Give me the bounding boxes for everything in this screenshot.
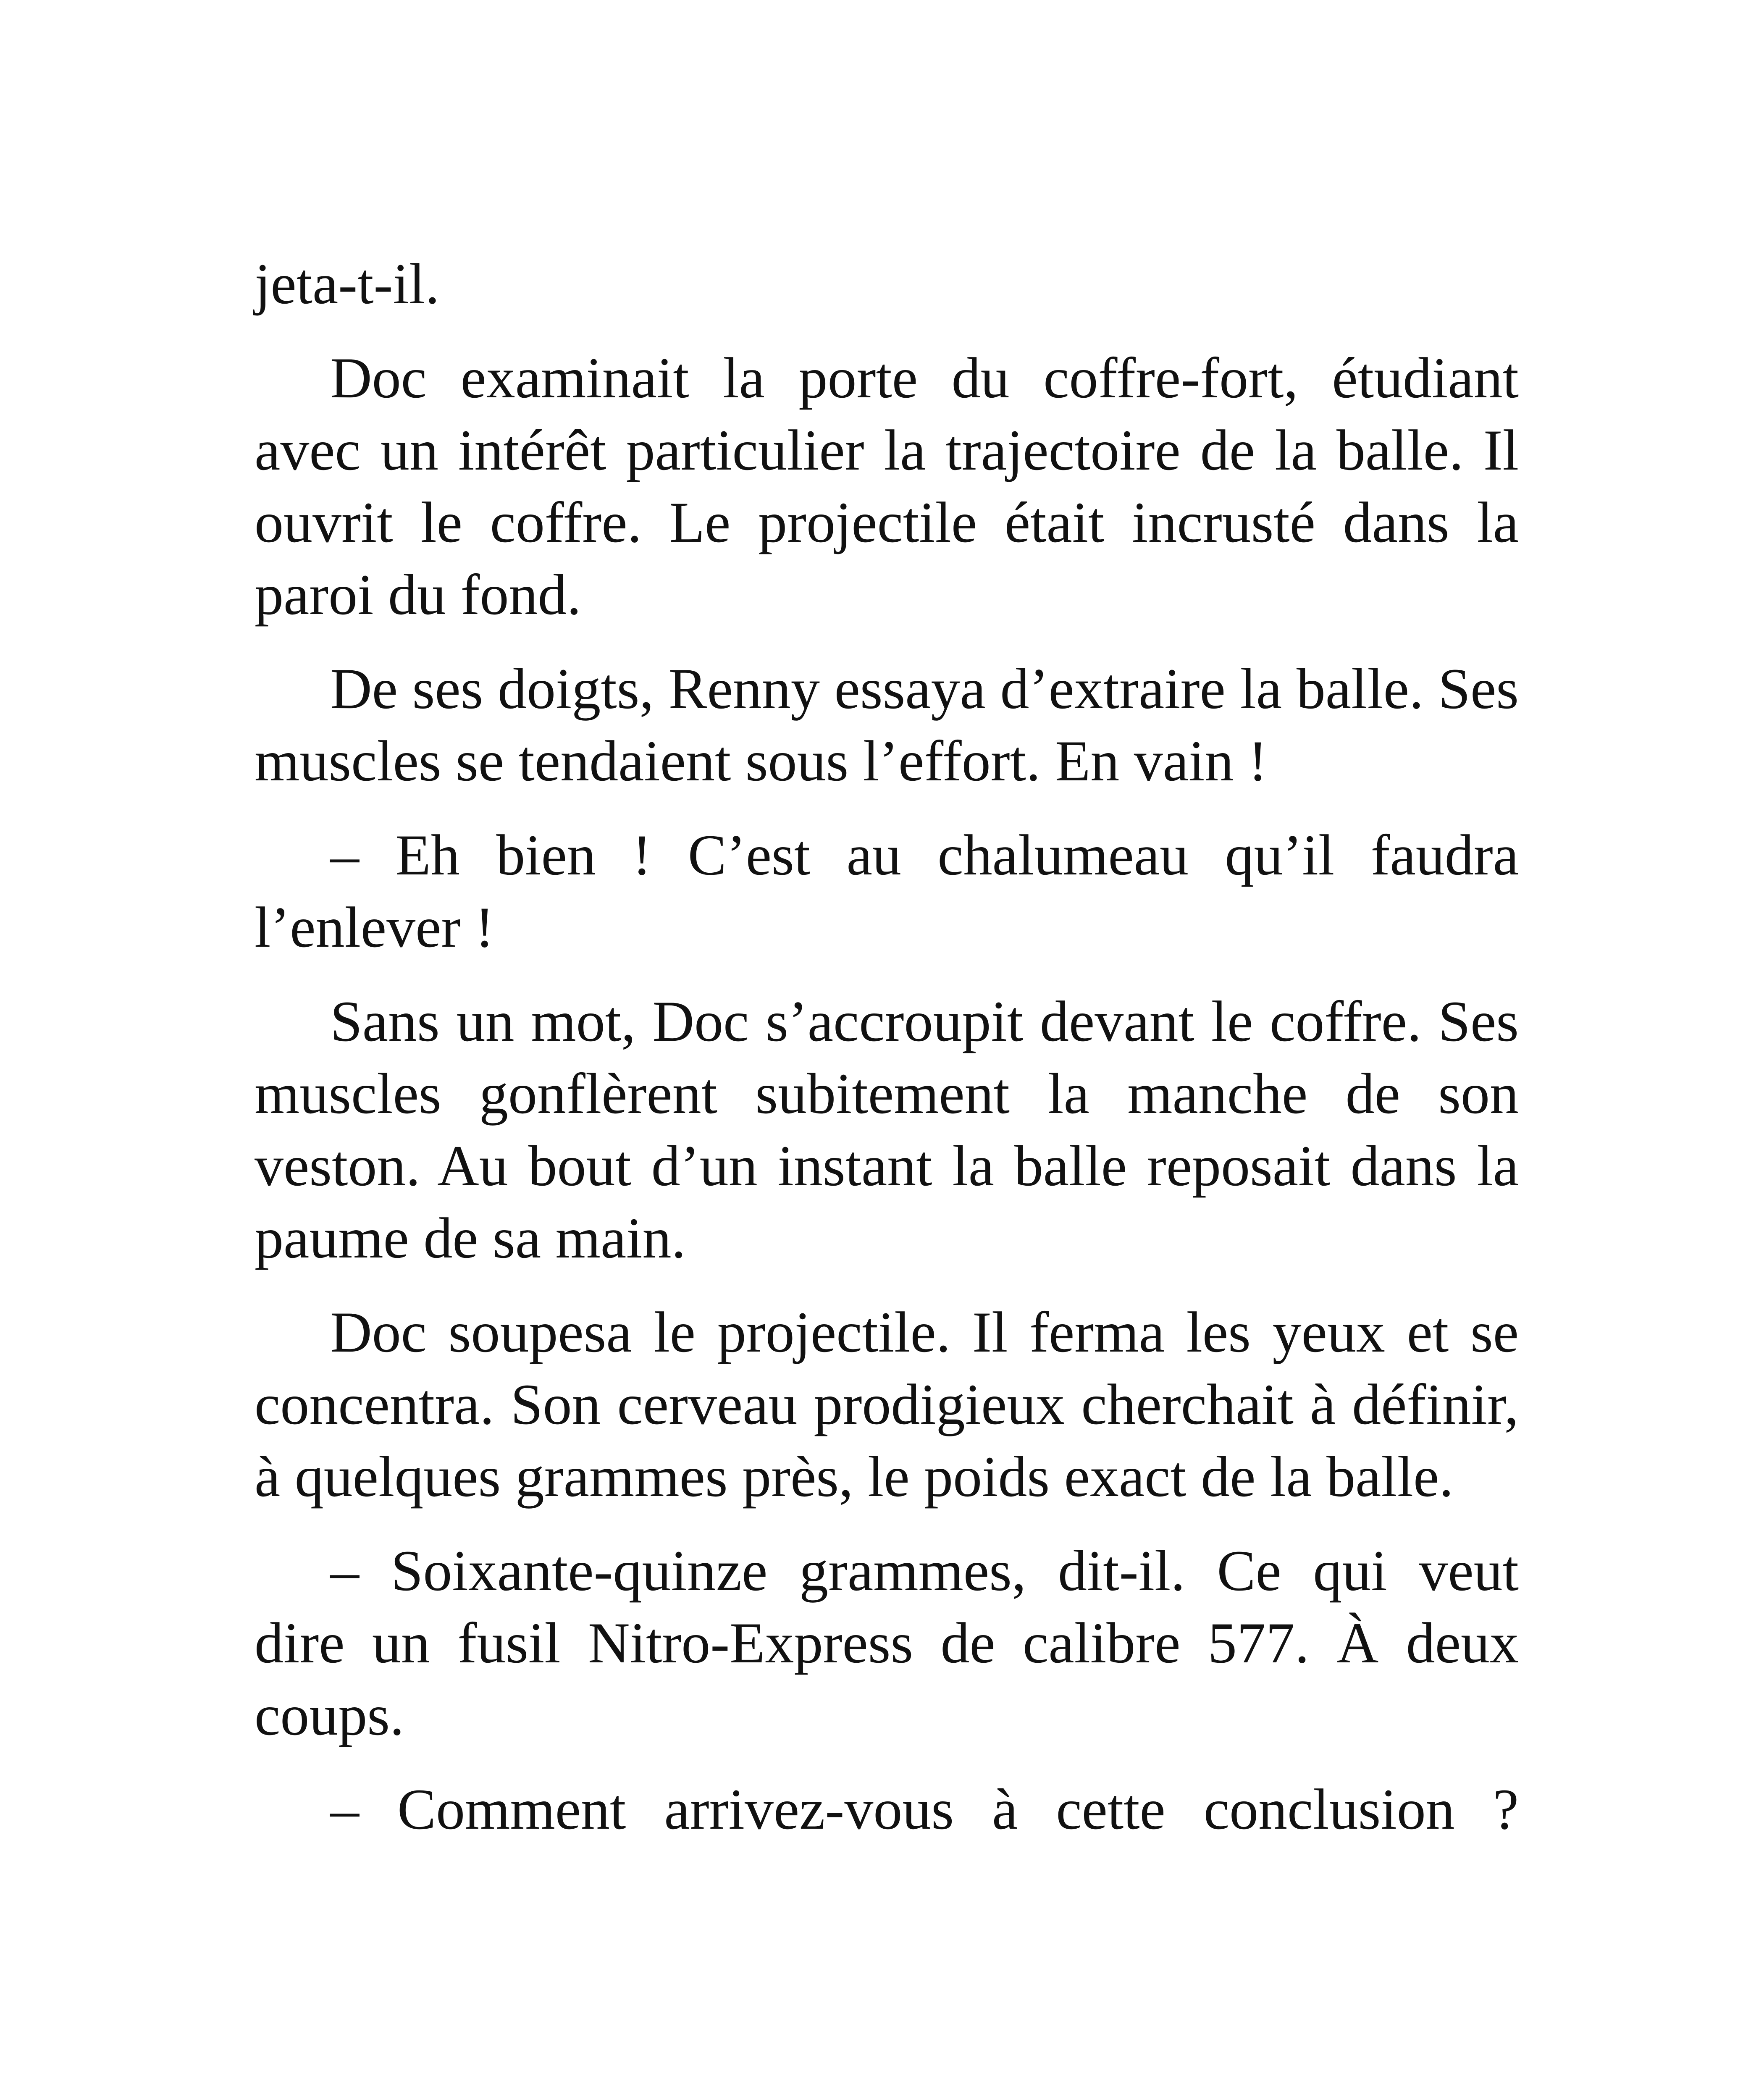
paragraph-2: Doc examinait la porte du coffre-fort, étudiant avec un intérêt particulier la trajectoire de la balle. Il ouvrit le coffre. Le projectile était incrusté dans la paroi du fond. (255, 346, 1519, 627)
paragraph-3: De ses doigts, Renny essaya d’extraire la balle. Ses muscles se tendaient sous l’effort. En vain ! (255, 656, 1519, 793)
paragraph-1: jeta-t-il. (255, 252, 440, 316)
paragraph-6: Doc soupesa le projectile. Il ferma les yeux et se concentra. Son cerveau prodigieux cherchait à définir, à quelques grammes près, le poids exact de la balle. (255, 1300, 1519, 1509)
paragraph-8: – Comment arrivez-vous à cette conclusion ? (330, 1777, 1519, 1841)
paragraph-7: – Soixante-quinze grammes, dit-il. Ce qui veut dire un fusil Nitro-Express de calibre 577. À deux coups. (255, 1538, 1519, 1747)
paragraph-4: – Eh bien ! C’est au chalumeau qu’il faudra l’enlever ! (255, 823, 1519, 959)
paragraph-5: Sans un mot, Doc s’accroupit devant le coffre. Ses muscles gonflèrent subitement la manche de son veston. Au bout d’un instant la balle reposait dans la paume de sa main. (255, 989, 1519, 1270)
body-text (255, 248, 1519, 1867)
